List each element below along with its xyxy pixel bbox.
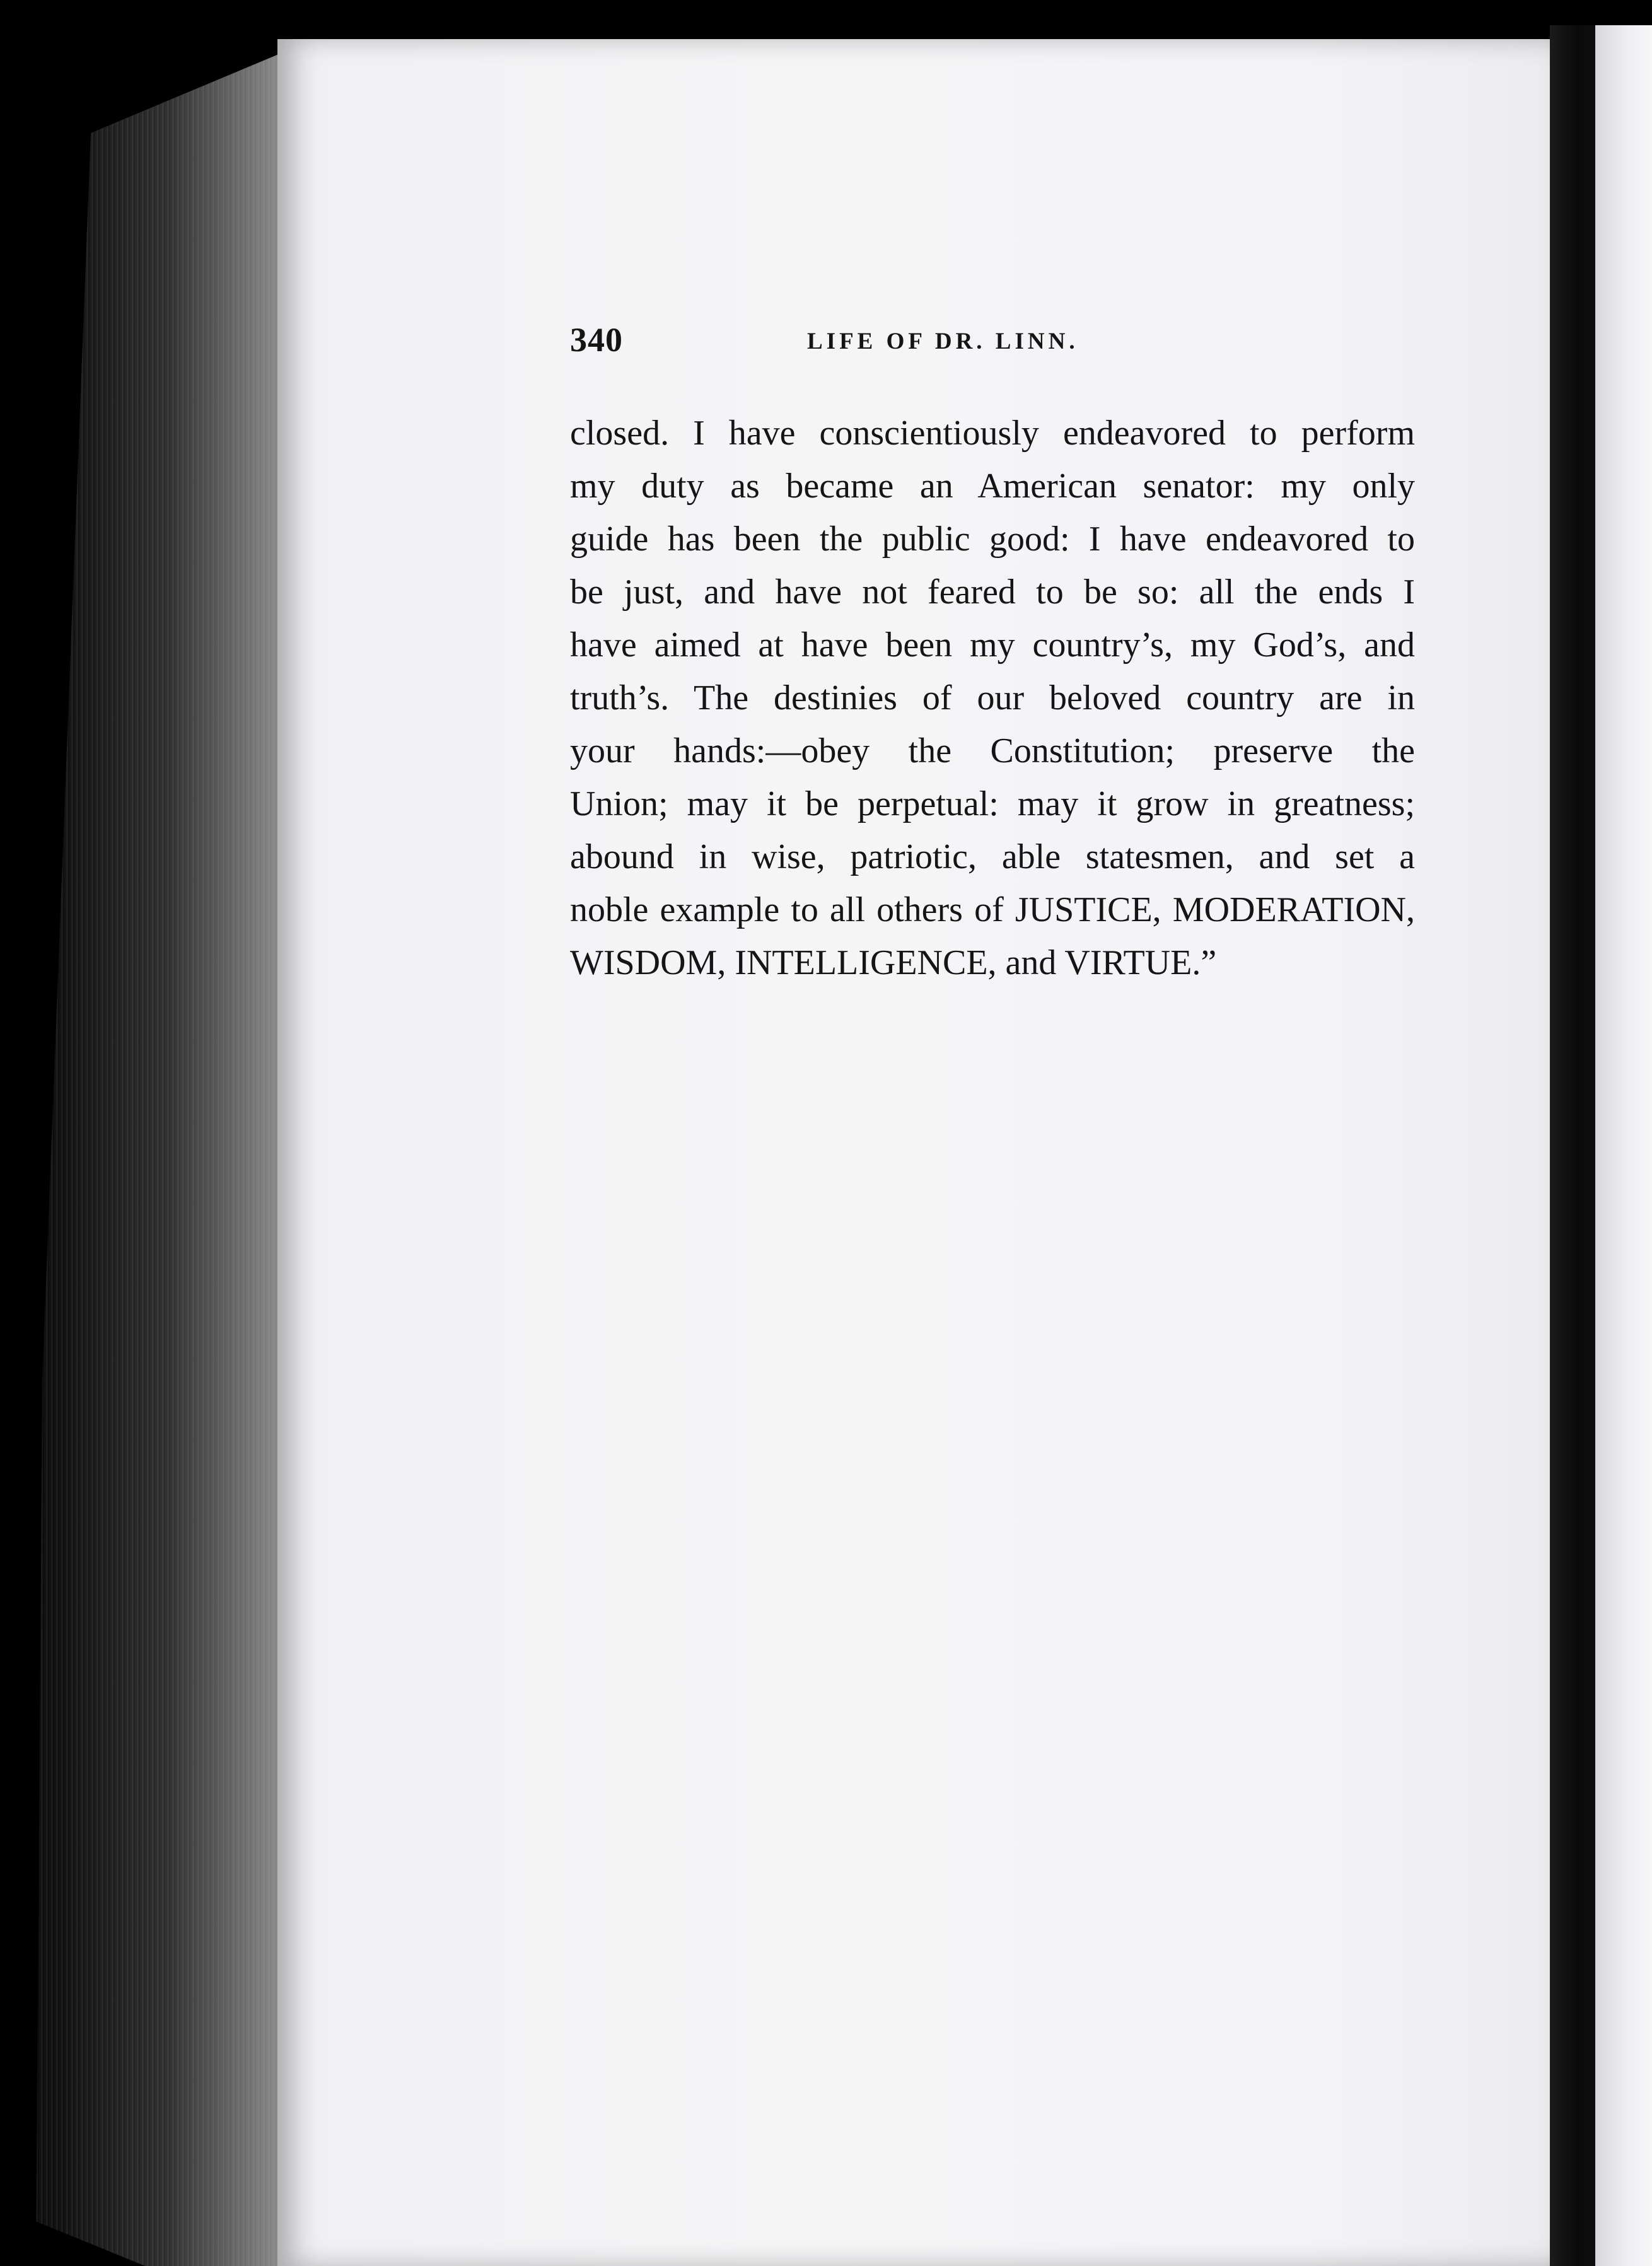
page-number: 340 — [570, 321, 623, 359]
text-line: truth’s. The destinies of our beloved country are in — [570, 678, 1415, 718]
text-line: Union; may it be perpetual: may it grow in greatness; — [570, 784, 1415, 823]
text-line: guide has been the public good: I have endeavored to — [570, 520, 1415, 559]
facing-page-edge — [1595, 25, 1652, 2266]
page-edge-stack — [0, 44, 303, 2266]
running-head-title: LIFE OF DR. LINN. — [807, 328, 1079, 354]
text-line: have aimed at have been my country’s, my God’s, and — [570, 625, 1415, 665]
text-line: noble example to all others of JUSTICE, MODERATION, — [570, 890, 1415, 929]
text-line: be just, and have not feared to be so: all the ends I — [570, 572, 1415, 612]
book-page — [277, 39, 1550, 2266]
text-line: your hands:—obey the Constitution; preserve the — [570, 731, 1415, 770]
text-line: closed. I have conscientiously endeavored to perform — [570, 414, 1415, 453]
text-line: my duty as became an American senator: my only — [570, 467, 1415, 506]
text-line: WISDOM, INTELLIGENCE, and VIRTUE.” — [570, 943, 1217, 982]
body-text — [570, 407, 1415, 989]
running-head — [570, 320, 1412, 371]
text-line: abound in wise, patriotic, able statesmen, and set a — [570, 837, 1415, 876]
